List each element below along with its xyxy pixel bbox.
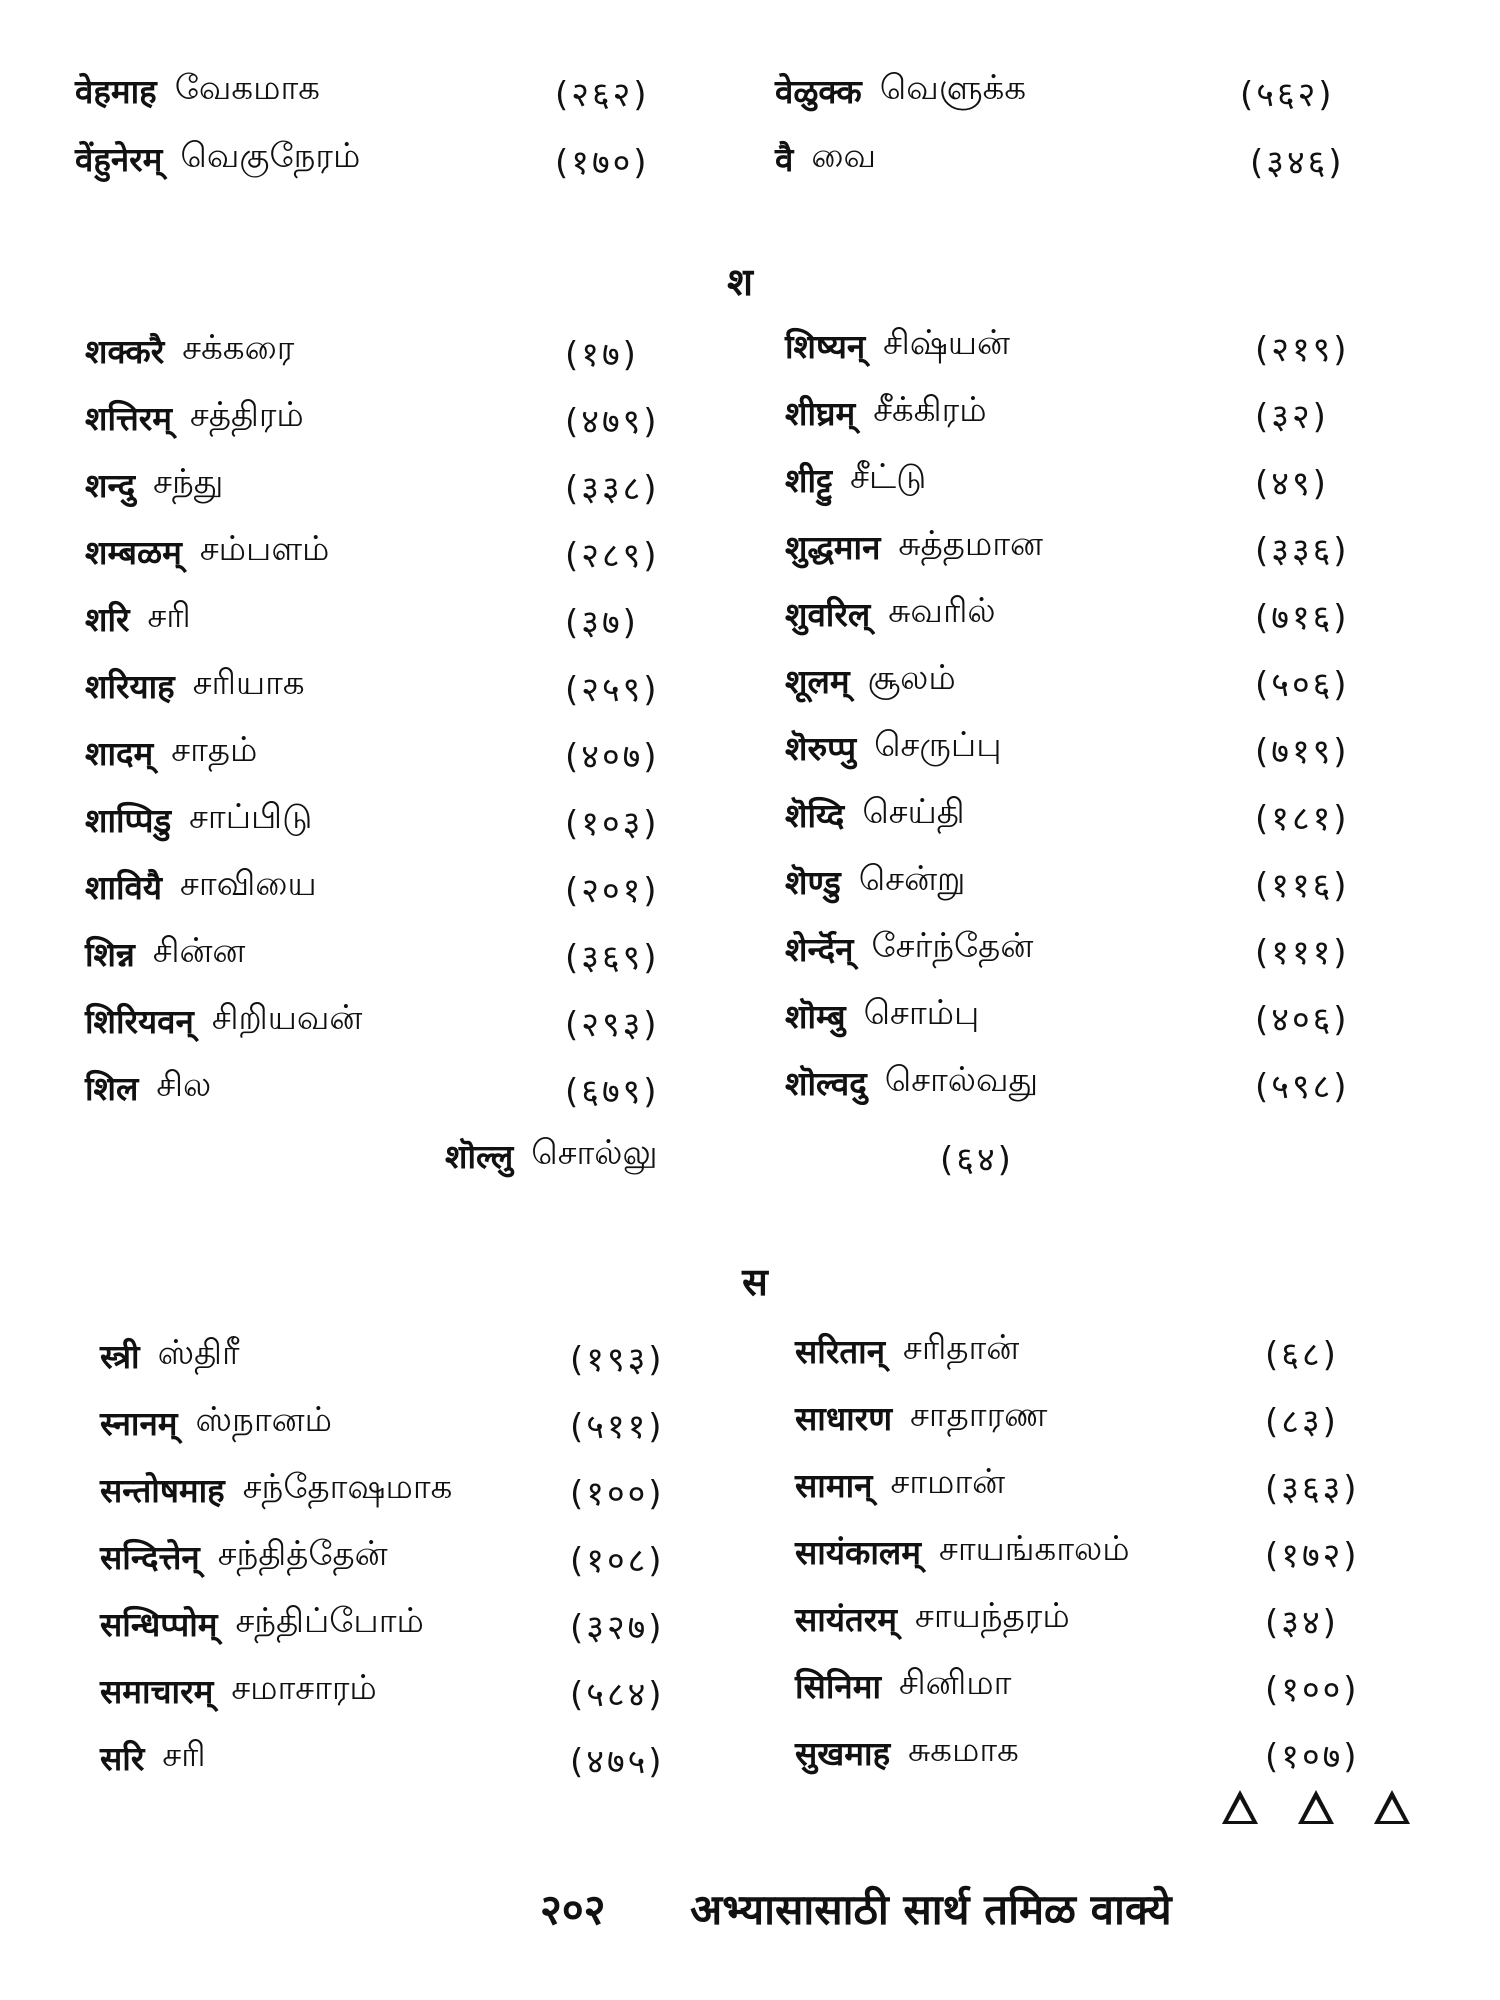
dictionary-entry bbox=[85, 320, 294, 380]
reference-number: (४०७) bbox=[565, 737, 660, 777]
book-title: अभ्यासासाठी सार्थ तमिळ वाक्ये bbox=[690, 1885, 1172, 1934]
tamil-word: சீக்கிரம் bbox=[873, 390, 987, 430]
tamil-word: சாப்பிடு bbox=[189, 797, 313, 837]
tamil-word: வேகமாக bbox=[174, 68, 320, 108]
reference-number: (१०३) bbox=[565, 804, 660, 844]
reference-number: (३६३) bbox=[1265, 1469, 1360, 1509]
dictionary-entry bbox=[100, 1593, 424, 1653]
tamil-word: சரி bbox=[147, 596, 191, 636]
marathi-word: स्नानम् bbox=[100, 1403, 178, 1443]
tamil-word: சொல்வது bbox=[884, 1060, 1039, 1100]
reference-number: (२८९) bbox=[565, 536, 660, 576]
dictionary-entry bbox=[100, 1660, 377, 1720]
dictionary-entry bbox=[85, 722, 257, 782]
marathi-word: शाप्पिडु bbox=[85, 800, 172, 840]
dictionary-entry bbox=[100, 1526, 388, 1586]
dictionary-entry bbox=[85, 588, 191, 648]
tamil-word: சென்று bbox=[858, 859, 966, 899]
marathi-word: सामान् bbox=[795, 1465, 873, 1505]
tamil-word: சாவியை bbox=[180, 864, 317, 904]
reference-number: (३३८) bbox=[565, 469, 660, 509]
tamil-word: வெகுநேரம் bbox=[180, 136, 361, 176]
marathi-word: वेहमाह bbox=[75, 71, 157, 111]
dictionary-entry bbox=[795, 1454, 1005, 1514]
reference-number: (३७) bbox=[565, 603, 639, 643]
reference-number: (३४) bbox=[1265, 1603, 1339, 1643]
tamil-word: சரி bbox=[162, 1735, 206, 1775]
tamil-word: சூலம் bbox=[867, 658, 956, 698]
dictionary-entry bbox=[795, 1722, 1019, 1782]
reference-number: (१७०) bbox=[555, 143, 650, 183]
marathi-word: साधारण bbox=[795, 1398, 893, 1438]
triangle-icon bbox=[1222, 1790, 1258, 1824]
dictionary-entry bbox=[445, 1125, 658, 1185]
dictionary-entry bbox=[795, 1655, 1011, 1715]
dictionary-entry bbox=[795, 1588, 1070, 1648]
tamil-word: சேர்ந்தேன் bbox=[871, 926, 1034, 966]
marathi-word: शीघ्रम् bbox=[785, 393, 856, 433]
tamil-word: சுவரில் bbox=[888, 591, 996, 631]
marathi-word: शिल bbox=[85, 1068, 139, 1108]
marathi-word: शिरियवन् bbox=[85, 1001, 194, 1041]
tamil-word: சொம்பு bbox=[863, 993, 980, 1033]
marathi-word: सन्तोषमाह bbox=[100, 1470, 225, 1510]
tamil-word: ஸ்திரீ bbox=[157, 1333, 240, 1373]
marathi-word: वेंहुनेरम् bbox=[75, 139, 163, 179]
section-heading-sa: स bbox=[742, 1260, 768, 1304]
triangle-icon bbox=[1374, 1790, 1410, 1824]
reference-number: (३२) bbox=[1255, 397, 1329, 437]
reference-number: (२९३) bbox=[565, 1005, 660, 1045]
dictionary-entry bbox=[795, 1521, 1130, 1581]
tamil-word: சந்தோஷமாக bbox=[242, 1467, 453, 1507]
marathi-word: शॆण्डु bbox=[785, 862, 841, 902]
marathi-word: सरितान् bbox=[795, 1331, 886, 1371]
reference-number: (३६९) bbox=[565, 938, 660, 978]
marathi-word: सायंतरम् bbox=[795, 1599, 898, 1639]
tamil-word: சினிமா bbox=[899, 1663, 1012, 1703]
tamil-word: சரியாக bbox=[192, 663, 305, 703]
reference-number: (२१९) bbox=[1255, 330, 1350, 370]
dictionary-entry bbox=[785, 985, 979, 1045]
dictionary-entry bbox=[775, 128, 876, 188]
dictionary-entry bbox=[100, 1459, 452, 1519]
marathi-word: सुखमाह bbox=[795, 1733, 891, 1773]
marathi-word: शादम् bbox=[85, 733, 154, 773]
dictionary-entry bbox=[785, 583, 996, 643]
marathi-word: शॊल्लु bbox=[445, 1136, 514, 1176]
dictionary-entry bbox=[785, 851, 965, 911]
dictionary-entry bbox=[785, 717, 1002, 777]
reference-number: (६७९) bbox=[565, 1072, 660, 1112]
dictionary-entry bbox=[85, 1057, 211, 1117]
tamil-word: சாதாரண bbox=[910, 1395, 1048, 1435]
dictionary-entry bbox=[795, 1320, 1019, 1380]
tamil-word: சாயங்காலம் bbox=[939, 1529, 1130, 1569]
marathi-word: सरि bbox=[100, 1738, 145, 1778]
end-marks bbox=[1222, 1790, 1410, 1824]
reference-number: (१९३) bbox=[570, 1340, 665, 1380]
marathi-word: शिन्न bbox=[85, 934, 135, 974]
reference-number: (१००) bbox=[570, 1474, 665, 1514]
reference-number: (७१९) bbox=[1255, 732, 1350, 772]
reference-number: (१००) bbox=[1265, 1670, 1360, 1710]
tamil-word: சந்தித்தேன் bbox=[217, 1534, 388, 1574]
reference-number: (१७२) bbox=[1265, 1536, 1360, 1576]
tamil-word: சாமான் bbox=[890, 1462, 1006, 1502]
marathi-word: स्त्री bbox=[100, 1336, 140, 1376]
marathi-word: सन्दित्तेन् bbox=[100, 1537, 200, 1577]
reference-number: (४०६) bbox=[1255, 1000, 1350, 1040]
marathi-word: शरियाह bbox=[85, 666, 175, 706]
marathi-word: वेळुक्क bbox=[775, 71, 862, 111]
dictionary-entry bbox=[85, 387, 304, 447]
dictionary-entry bbox=[785, 1052, 1038, 1112]
reference-number: (४९) bbox=[1255, 464, 1329, 504]
dictionary-entry bbox=[85, 856, 317, 916]
reference-number: (३४६) bbox=[1250, 143, 1345, 183]
dictionary-entry bbox=[785, 918, 1033, 978]
reference-number: (५८४) bbox=[570, 1675, 665, 1715]
dictionary-entry bbox=[785, 650, 956, 710]
reference-number: (१८१) bbox=[1255, 799, 1350, 839]
section-heading-sha: श bbox=[727, 260, 753, 304]
dictionary-entry bbox=[100, 1325, 240, 1385]
tamil-word: சம்பளம் bbox=[199, 529, 330, 569]
tamil-word: சமாசாரம் bbox=[231, 1668, 377, 1708]
dictionary-entry bbox=[785, 382, 987, 442]
reference-number: (१७) bbox=[565, 335, 639, 375]
reference-number: (५११) bbox=[570, 1407, 665, 1447]
reference-number: (२०१) bbox=[565, 871, 660, 911]
tamil-word: சுகமாக bbox=[908, 1730, 1019, 1770]
reference-number: (२५९) bbox=[565, 670, 660, 710]
dictionary-entry bbox=[100, 1392, 332, 1452]
marathi-word: सिनिमा bbox=[795, 1666, 881, 1706]
dictionary-entry bbox=[795, 1387, 1047, 1447]
reference-number: (१०७) bbox=[1265, 1737, 1360, 1777]
tamil-word: வெளுக்க bbox=[879, 68, 1027, 108]
tamil-word: சில bbox=[156, 1065, 212, 1105]
marathi-word: वै bbox=[775, 139, 794, 179]
page-number: २०२ bbox=[540, 1885, 606, 1934]
dictionary-entry bbox=[785, 449, 926, 509]
reference-number: (६४) bbox=[940, 1140, 1014, 1180]
dictionary-entry bbox=[75, 128, 360, 188]
marathi-word: शूलम् bbox=[785, 661, 850, 701]
tamil-word: ஸ்நானம் bbox=[195, 1400, 332, 1440]
marathi-word: शुवरिल् bbox=[785, 594, 871, 634]
triangle-icon bbox=[1298, 1790, 1334, 1824]
dictionary-entry bbox=[785, 315, 1010, 375]
dictionary-entry bbox=[775, 60, 1026, 120]
tamil-word: சந்து bbox=[153, 462, 224, 502]
marathi-word: शॊम्बु bbox=[785, 996, 846, 1036]
marathi-word: सायंकालम् bbox=[795, 1532, 921, 1572]
tamil-word: சுத்தமான bbox=[898, 524, 1043, 564]
tamil-word: சொல்லு bbox=[531, 1133, 658, 1173]
tamil-word: சந்திப்போம் bbox=[235, 1601, 424, 1641]
dictionary-entry bbox=[85, 923, 245, 983]
tamil-word: சிறியவன் bbox=[211, 998, 363, 1038]
marathi-word: शक्करै bbox=[85, 331, 165, 371]
dictionary-entry bbox=[785, 784, 965, 844]
dictionary-entry bbox=[85, 521, 329, 581]
page-footer bbox=[540, 1880, 1172, 1937]
tamil-word: சத்திரம் bbox=[190, 395, 304, 435]
reference-number: (४७९) bbox=[565, 402, 660, 442]
dictionary-entry bbox=[85, 990, 362, 1050]
reference-number: (७१६) bbox=[1255, 598, 1350, 638]
tamil-word: சின்ன bbox=[152, 931, 246, 971]
dictionary-entry bbox=[75, 60, 320, 120]
marathi-word: शीट्टु bbox=[785, 460, 833, 500]
dictionary-entry bbox=[85, 454, 223, 514]
reference-number: (५०६) bbox=[1255, 665, 1350, 705]
marathi-word: शिष्यन् bbox=[785, 326, 866, 366]
marathi-word: समाचारम् bbox=[100, 1671, 214, 1711]
reference-number: (६८) bbox=[1265, 1335, 1339, 1375]
reference-number: (५९८) bbox=[1255, 1067, 1350, 1107]
reference-number: (१०८) bbox=[570, 1541, 665, 1581]
marathi-word: शॊल्वदु bbox=[785, 1063, 867, 1103]
reference-number: (१११) bbox=[1255, 933, 1350, 973]
tamil-word: செய்தி bbox=[862, 792, 965, 832]
reference-number: (८३) bbox=[1265, 1402, 1339, 1442]
tamil-word: சாதம் bbox=[171, 730, 258, 770]
tamil-word: செருப்பு bbox=[874, 725, 1002, 765]
reference-number: (५६२) bbox=[1240, 75, 1335, 115]
reference-number: (४७५) bbox=[570, 1742, 665, 1782]
marathi-word: शॆय्दि bbox=[785, 795, 845, 835]
reference-number: (३२७) bbox=[570, 1608, 665, 1648]
tamil-word: சாயந்தரம் bbox=[915, 1596, 1070, 1636]
reference-number: (३३६) bbox=[1255, 531, 1350, 571]
marathi-word: सन्धिप्पोम् bbox=[100, 1604, 218, 1644]
marathi-word: शावियै bbox=[85, 867, 163, 907]
dictionary-entry bbox=[85, 655, 305, 715]
marathi-word: शम्बळम् bbox=[85, 532, 182, 572]
tamil-word: சக்கரை bbox=[182, 328, 295, 368]
dictionary-entry bbox=[100, 1727, 206, 1787]
marathi-word: शुद्धमान bbox=[785, 527, 881, 567]
marathi-word: शन्दु bbox=[85, 465, 136, 505]
tamil-word: சீட்டு bbox=[850, 457, 927, 497]
tamil-word: வை bbox=[811, 136, 877, 176]
dictionary-entry bbox=[85, 789, 312, 849]
dictionary-entry bbox=[785, 516, 1043, 576]
marathi-word: शरि bbox=[85, 599, 130, 639]
tamil-word: சரிதான் bbox=[903, 1328, 1020, 1368]
reference-number: (११६) bbox=[1255, 866, 1350, 906]
reference-number: (२६२) bbox=[555, 75, 650, 115]
marathi-word: शॆरुप्पु bbox=[785, 728, 857, 768]
marathi-word: शेर्न्दॆन् bbox=[785, 929, 854, 969]
marathi-word: शत्तिरम् bbox=[85, 398, 173, 438]
tamil-word: சிஷ்யன் bbox=[883, 323, 1010, 363]
